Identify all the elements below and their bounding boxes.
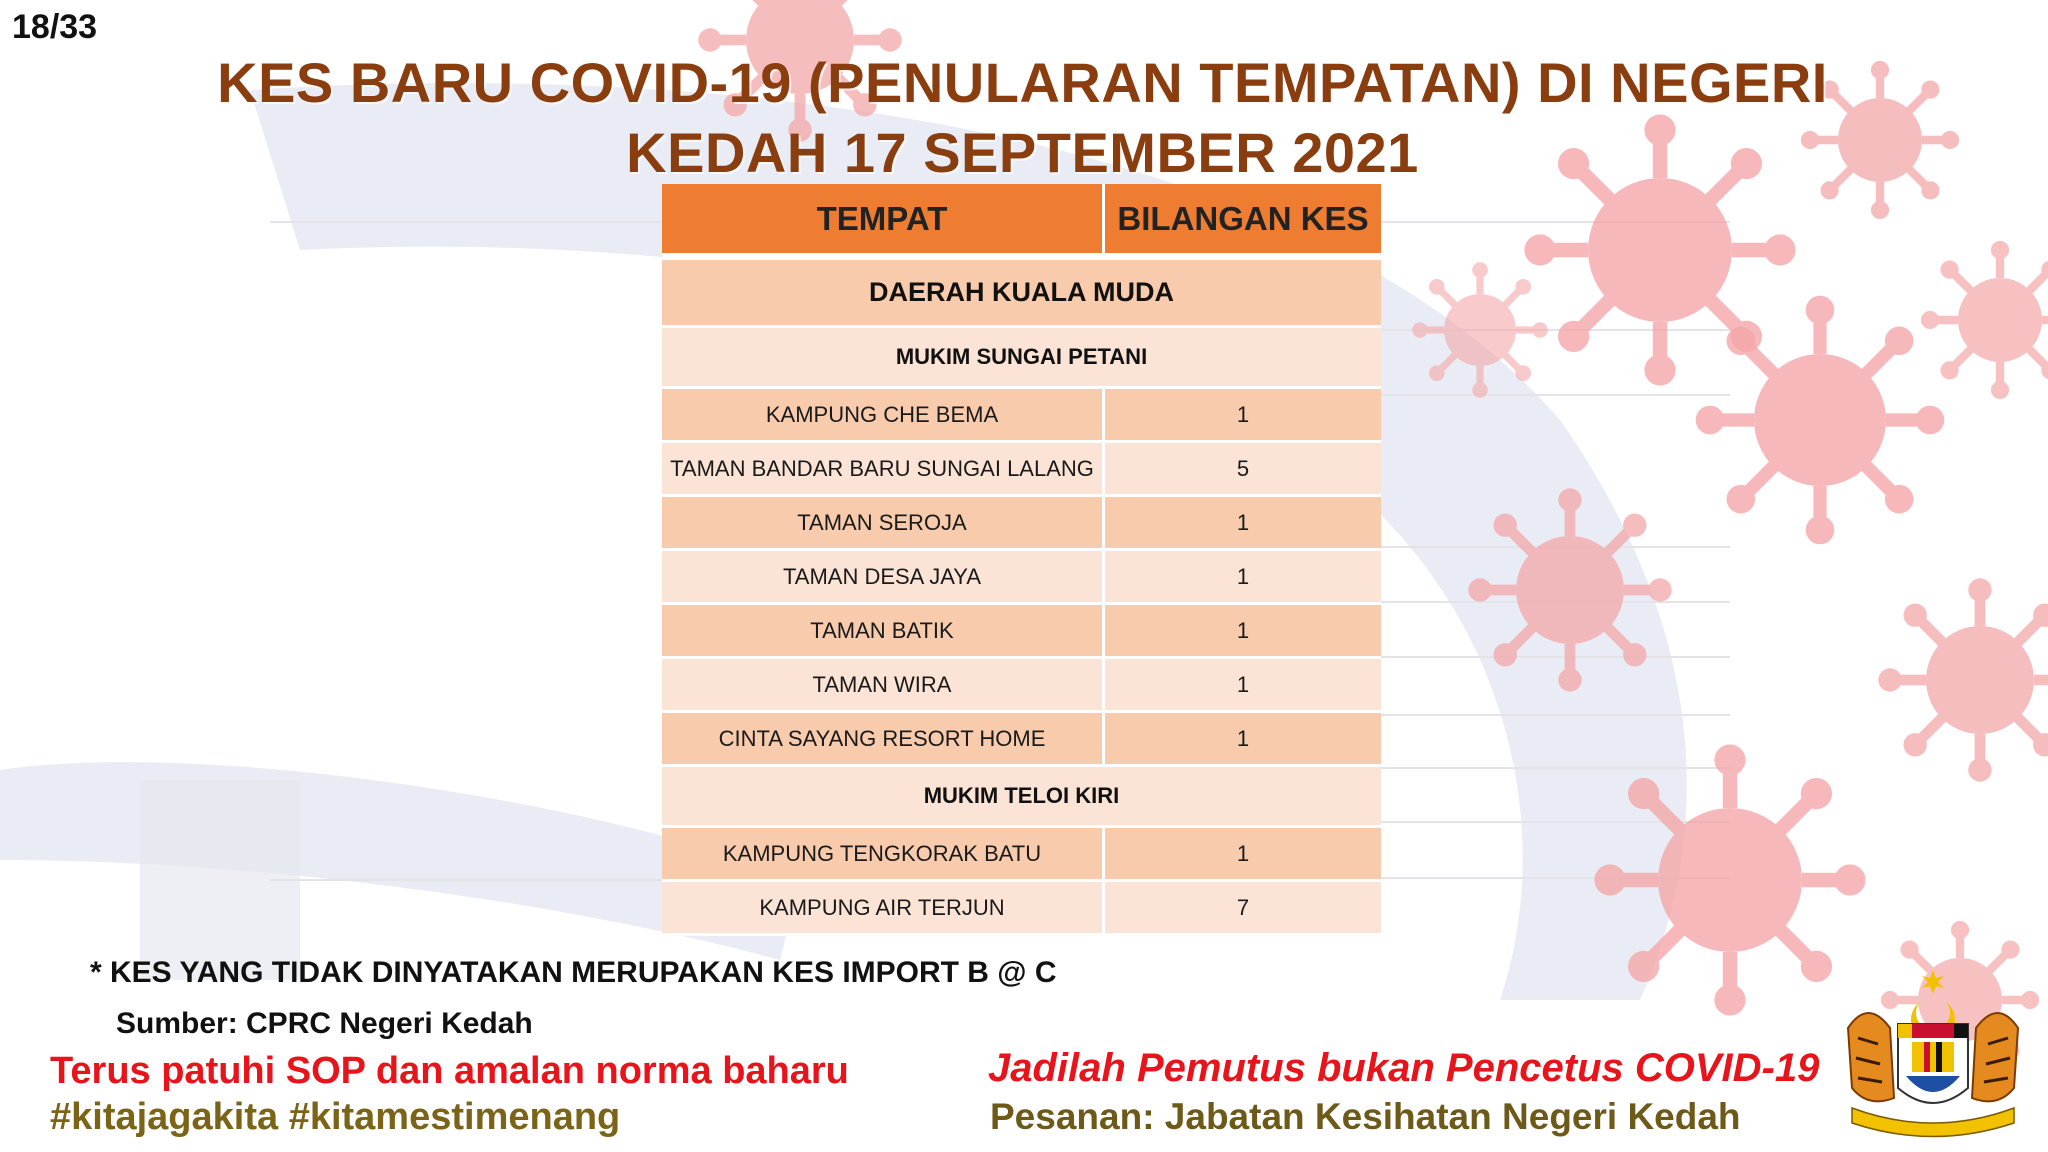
footnote: * KES YANG TIDAK DINYATAKAN MERUPAKAN KES IMPORT B @ C <box>90 956 1057 989</box>
place-cell: TAMAN BANDAR BARU SUNGAI LALANG <box>662 443 1105 494</box>
district-row <box>662 260 1381 328</box>
table-header <box>662 184 1381 260</box>
header-cases: BILANGAN KES <box>1117 199 1369 237</box>
cases-cell: 1 <box>1236 725 1250 751</box>
mukim-row <box>662 328 1381 389</box>
place-cell: CINTA SAYANG RESORT HOME <box>662 713 1105 764</box>
table-row <box>662 443 1381 497</box>
pesanan-text: Pesanan: Jabatan Kesihatan Negeri Kedah <box>990 1096 1741 1137</box>
hashtags: #kitajagakita #kitamestimenang <box>50 1096 621 1138</box>
place-cell: KAMPUNG AIR TERJUN <box>662 882 1105 933</box>
place-cell: TAMAN WIRA <box>662 659 1105 710</box>
slogan: Jadilah Pemutus bukan Pencetus COVID-19 <box>988 1046 1820 1090</box>
table-row <box>662 605 1381 659</box>
cases-cell: 1 <box>1236 509 1250 535</box>
malaysia-coat-of-arms-icon <box>1828 968 2038 1138</box>
cases-table <box>662 184 1381 936</box>
page-title <box>200 48 1845 188</box>
page-indicator: 18/33 <box>12 8 98 46</box>
cases-cell: 7 <box>1236 894 1250 920</box>
cases-cell: 1 <box>1236 563 1250 589</box>
table-row <box>662 389 1381 443</box>
place-cell: KAMPUNG CHE BEMA <box>662 389 1105 440</box>
source-text: Sumber: CPRC Negeri Kedah <box>116 1007 533 1040</box>
table-row <box>662 828 1381 882</box>
cases-cell: 5 <box>1236 455 1250 481</box>
table-row <box>662 497 1381 551</box>
mukim-row <box>662 767 1381 828</box>
cases-cell: 1 <box>1236 840 1250 866</box>
place-cell: TAMAN BATIK <box>662 605 1105 656</box>
sop-message: Terus patuhi SOP dan amalan norma baharu <box>50 1050 849 1092</box>
place-cell: TAMAN SEROJA <box>662 497 1105 548</box>
mukim-label: MUKIM SUNGAI PETANI <box>895 344 1148 369</box>
place-cell: TAMAN DESA JAYA <box>662 551 1105 602</box>
table-row <box>662 659 1381 713</box>
title-line-1: KES BARU COVID-19 (PENULARAN TEMPATAN) DI NEGERI <box>217 51 1828 114</box>
header-place: TEMPAT <box>662 184 1105 253</box>
cases-cell: 1 <box>1236 401 1250 427</box>
place-cell: KAMPUNG TENGKORAK BATU <box>662 828 1105 879</box>
table-row <box>662 882 1381 936</box>
title-line-2: KEDAH 17 SEPTEMBER 2021 <box>626 121 1419 184</box>
cases-cell: 1 <box>1236 617 1250 643</box>
mukim-label: MUKIM TELOI KIRI <box>923 783 1120 808</box>
table-row <box>662 551 1381 605</box>
table-row <box>662 713 1381 767</box>
district-label: DAERAH KUALA MUDA <box>869 277 1174 307</box>
cases-cell: 1 <box>1236 671 1250 697</box>
